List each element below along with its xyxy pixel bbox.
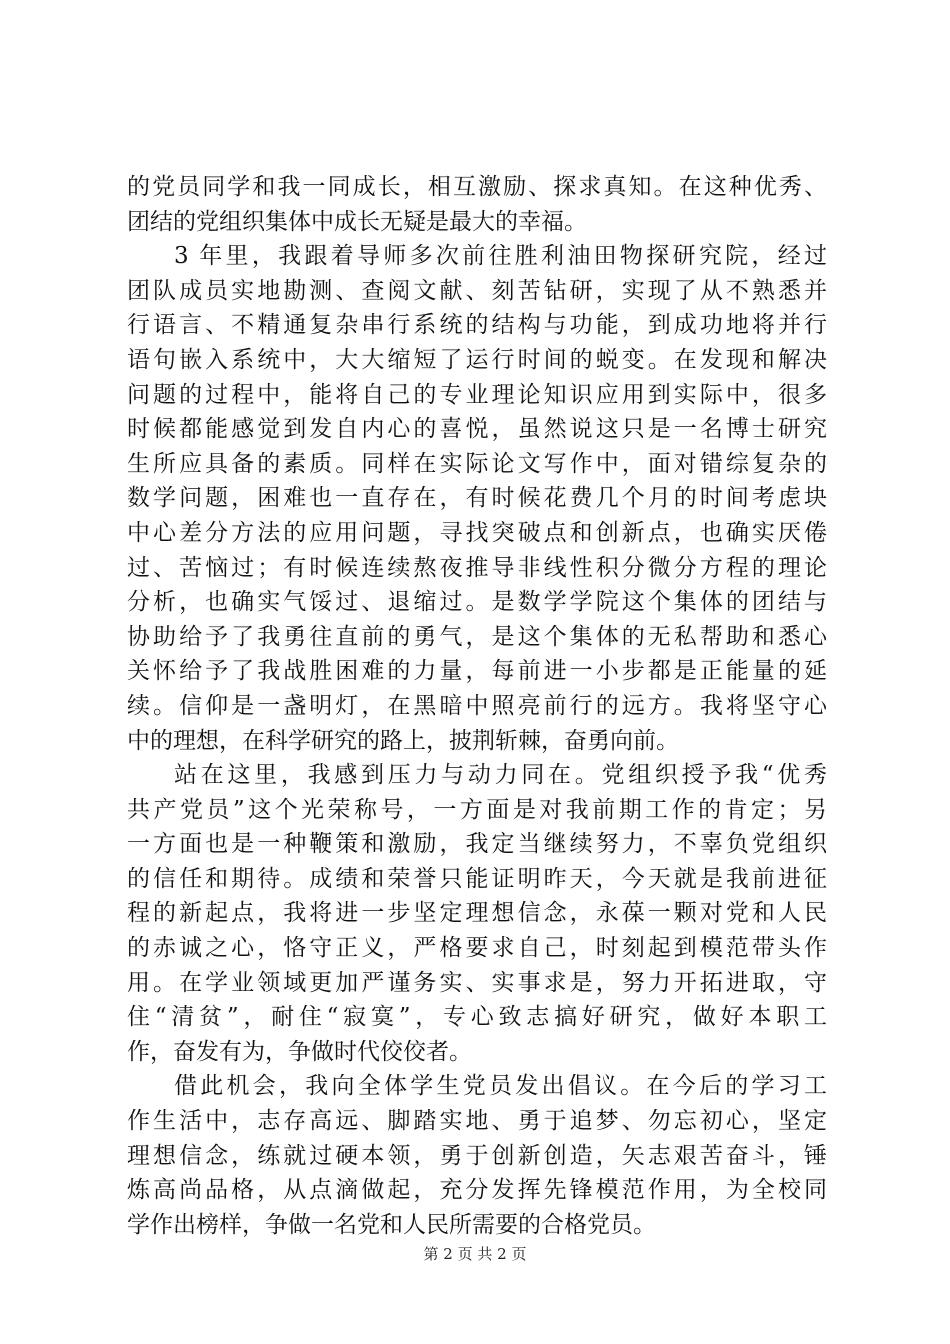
text-line: 团队成员实地勘测、查阅文献、刻苦钻研，实现了从不熟悉并 bbox=[127, 277, 827, 304]
text-line: 借此机会，我向全体学生党员发出倡议。在今后的学习工 bbox=[174, 1073, 827, 1100]
text-line: 一方面也是一种鞭策和激励，我定当继续努力，不辜负党组织 bbox=[127, 831, 827, 858]
text-line: 炼高尚品格，从点滴做起，充分发挥先锋模范作用，为全校同 bbox=[127, 1177, 827, 1204]
paragraph bbox=[127, 170, 827, 239]
text-line: 作，奋发有为，争做时代佼佼者。 bbox=[127, 1038, 472, 1065]
page-footer: 第 2 页 共 2 页 bbox=[423, 1245, 527, 1263]
text-line: 问题的过程中，能将自己的专业理论知识应用到实际中，很多 bbox=[127, 381, 827, 408]
text-line: 站在这里，我感到压力与动力同在。党组织授予我“优秀 bbox=[174, 762, 827, 789]
text-line: 团结的党组织集体中成长无疑是最大的幸福。 bbox=[127, 208, 587, 235]
text-line: 时候都能感觉到发自内心的喜悦，虽然说这只是一名博士研究 bbox=[127, 416, 827, 443]
paragraph bbox=[127, 758, 827, 1069]
text-line: 的党员同学和我一同成长，相互激励、探求真知。在这种优秀、 bbox=[127, 174, 827, 200]
text-line: 中的理想，在科学研究的路上，披荆斩棘，奋勇向前。 bbox=[127, 727, 679, 754]
text-line: 3 年里，我跟着导师多次前往胜利油田物探研究院，经过 bbox=[174, 243, 827, 270]
text-line: 行语言、不精通复杂串行系统的结构与功能，到成功地将并行 bbox=[127, 312, 827, 339]
text-line: 关怀给予了我战胜困难的力量，每前进一小步都是正能量的延 bbox=[127, 658, 827, 685]
text-line: 学作出榜样，争做一名党和人民所需要的合格党员。 bbox=[127, 1211, 656, 1238]
text-line: 分析，也确实气馁过、退缩过。是数学学院这个集体的团结与 bbox=[127, 589, 827, 616]
text-line: 用。在学业领域更加严谨务实、实事求是，努力开拓进取，守 bbox=[127, 969, 827, 996]
text-line: 续。信仰是一盏明灯，在黑暗中照亮前行的远方。我将坚守心 bbox=[127, 692, 827, 719]
body-text bbox=[127, 170, 827, 1242]
text-line: 理想信念，练就过硬本领，勇于创新创造，矢志艰苦奋斗，锤 bbox=[127, 1142, 827, 1169]
text-line: 语句嵌入系统中，大大缩短了运行时间的蜕变。在发现和解决 bbox=[127, 346, 827, 373]
paragraph bbox=[127, 239, 827, 758]
text-line: 住“清贫”，耐住“寂寞”，专心致志搞好研究，做好本职工 bbox=[127, 1004, 827, 1031]
text-line: 作生活中，志存高远、脚踏实地、勇于追梦、勿忘初心，坚定 bbox=[127, 1108, 827, 1135]
text-line: 过、苦恼过；有时候连续熬夜推导非线性积分微分方程的理论 bbox=[127, 554, 827, 581]
text-line: 程的新起点，我将进一步坚定理想信念，永葆一颗对党和人民 bbox=[127, 900, 827, 927]
text-line: 生所应具备的素质。同样在实际论文写作中，面对错综复杂的 bbox=[127, 450, 827, 477]
text-line: 的信任和期待。成绩和荣誉只能证明昨天，今天就是我前进征 bbox=[127, 865, 827, 892]
text-line: 共产党员”这个光荣称号，一方面是对我前期工作的肯定；另 bbox=[127, 796, 827, 823]
text-line: 的赤诚之心，恪守正义，严格要求自己，时刻起到模范带头作 bbox=[127, 935, 827, 962]
text-line: 数学问题，困难也一直存在，有时候花费几个月的时间考虑块 bbox=[127, 485, 827, 512]
text-line: 中心差分方法的应用问题，寻找突破点和创新点，也确实厌倦 bbox=[127, 519, 827, 546]
paragraph bbox=[127, 1069, 827, 1242]
text-line: 协助给予了我勇往直前的勇气，是这个集体的无私帮助和悉心 bbox=[127, 623, 827, 650]
